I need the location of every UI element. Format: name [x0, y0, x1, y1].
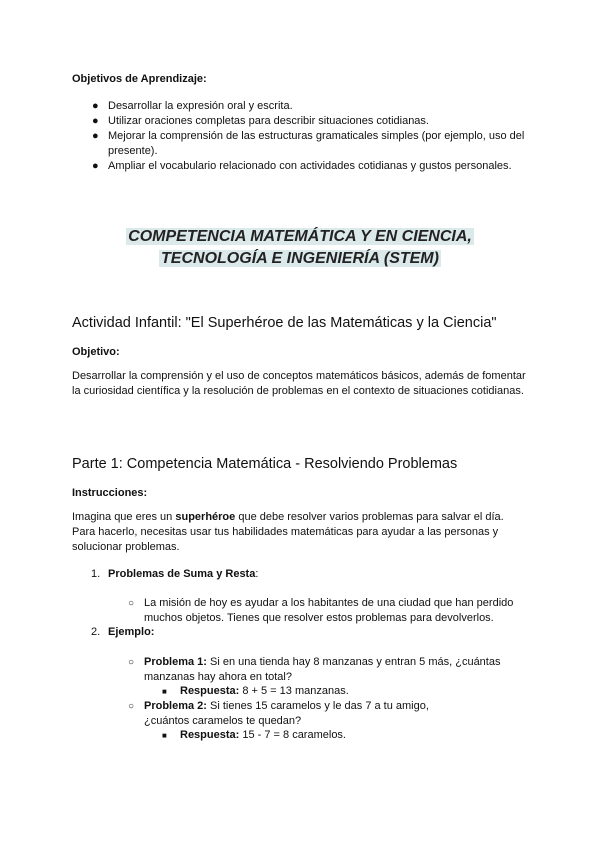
section-title [0, 226, 600, 270]
list-item: ● Desarrollar la expresión oral y escrita. [92, 100, 293, 112]
intro-paragraph: Imagina que eres un superhéroe que debe resolver varios problemas para salvar el día. Para hacerlo, necesitas usar tus habilidades matemáticas para ayudar a las personas y solucionar problemas. [72, 511, 504, 553]
objetivo-text: Desarrollar la comprensión y el uso de conceptos matemáticos básicos, además de fomentar la curiosidad científica y la resolución de problemas en el contexto de situaciones cotidianas. [72, 370, 526, 397]
item1-number: 1. [91, 568, 101, 580]
list-item: ● Ampliar el vocabulario relacionado con actividades cotidianas y gustos personales. [92, 160, 512, 172]
objetivos-list [92, 99, 532, 174]
square-bullet-icon: ■ [162, 731, 167, 740]
objetivos-heading: Objetivos de Aprendizaje: [72, 73, 207, 85]
list-item: ● Mejorar la comprensión de las estructuras gramaticales simples (por ejemplo, uso del presente). [92, 130, 525, 157]
item2-number: 2. [91, 626, 101, 638]
problem-2: Problema 2: Si tienes 15 caramelos y le das 7 a tu amigo, ¿cuántos caramelos te quedan? [144, 700, 429, 727]
circle-bullet-icon: ○ [128, 657, 135, 668]
parte1-title: Parte 1: Competencia Matemática - Resolviendo Problemas [72, 456, 458, 472]
list-item: ● Utilizar oraciones completas para describir situaciones cotidianas. [92, 115, 429, 127]
item1-label: Problemas de Suma y Resta: [108, 568, 259, 580]
actividad-title: Actividad Infantil: "El Superhéroe de las Matemáticas y la Ciencia" [72, 315, 497, 331]
answer-2: Respuesta: 15 - 7 = 8 caramelos. [180, 729, 346, 741]
circle-bullet-icon: ○ [128, 598, 135, 609]
circle-bullet-icon: ○ [128, 701, 135, 712]
instrucciones-label: Instrucciones: [72, 487, 148, 499]
bullet-icon: ● [92, 130, 99, 142]
bullet-icon: ● [92, 160, 99, 172]
problem-1: Problema 1: Si en una tienda hay 8 manzanas y entran 5 más, ¿cuántas manzanas hay ahora en total? [144, 656, 501, 683]
section-title-line1: COMPETENCIA MATEMÁTICA Y EN CIENCIA, [128, 228, 472, 245]
bullet-icon: ● [92, 100, 99, 112]
answer-1: Respuesta: 8 + 5 = 13 manzanas. [180, 685, 349, 697]
objetivo-label: Objetivo: [72, 346, 120, 358]
section-title-line2: TECNOLOGÍA E INGENIERÍA (STEM) [161, 250, 439, 267]
superheroe-word: superhéroe [175, 511, 236, 523]
item2-label: Ejemplo: [108, 626, 155, 638]
item1-subtext: La misión de hoy es ayudar a los habitantes de una ciudad que han perdido muchos objetos. Tienes que resolver estos problemas para devolverlos. [144, 597, 514, 624]
bullet-icon: ● [92, 115, 99, 127]
square-bullet-icon: ■ [162, 687, 167, 696]
